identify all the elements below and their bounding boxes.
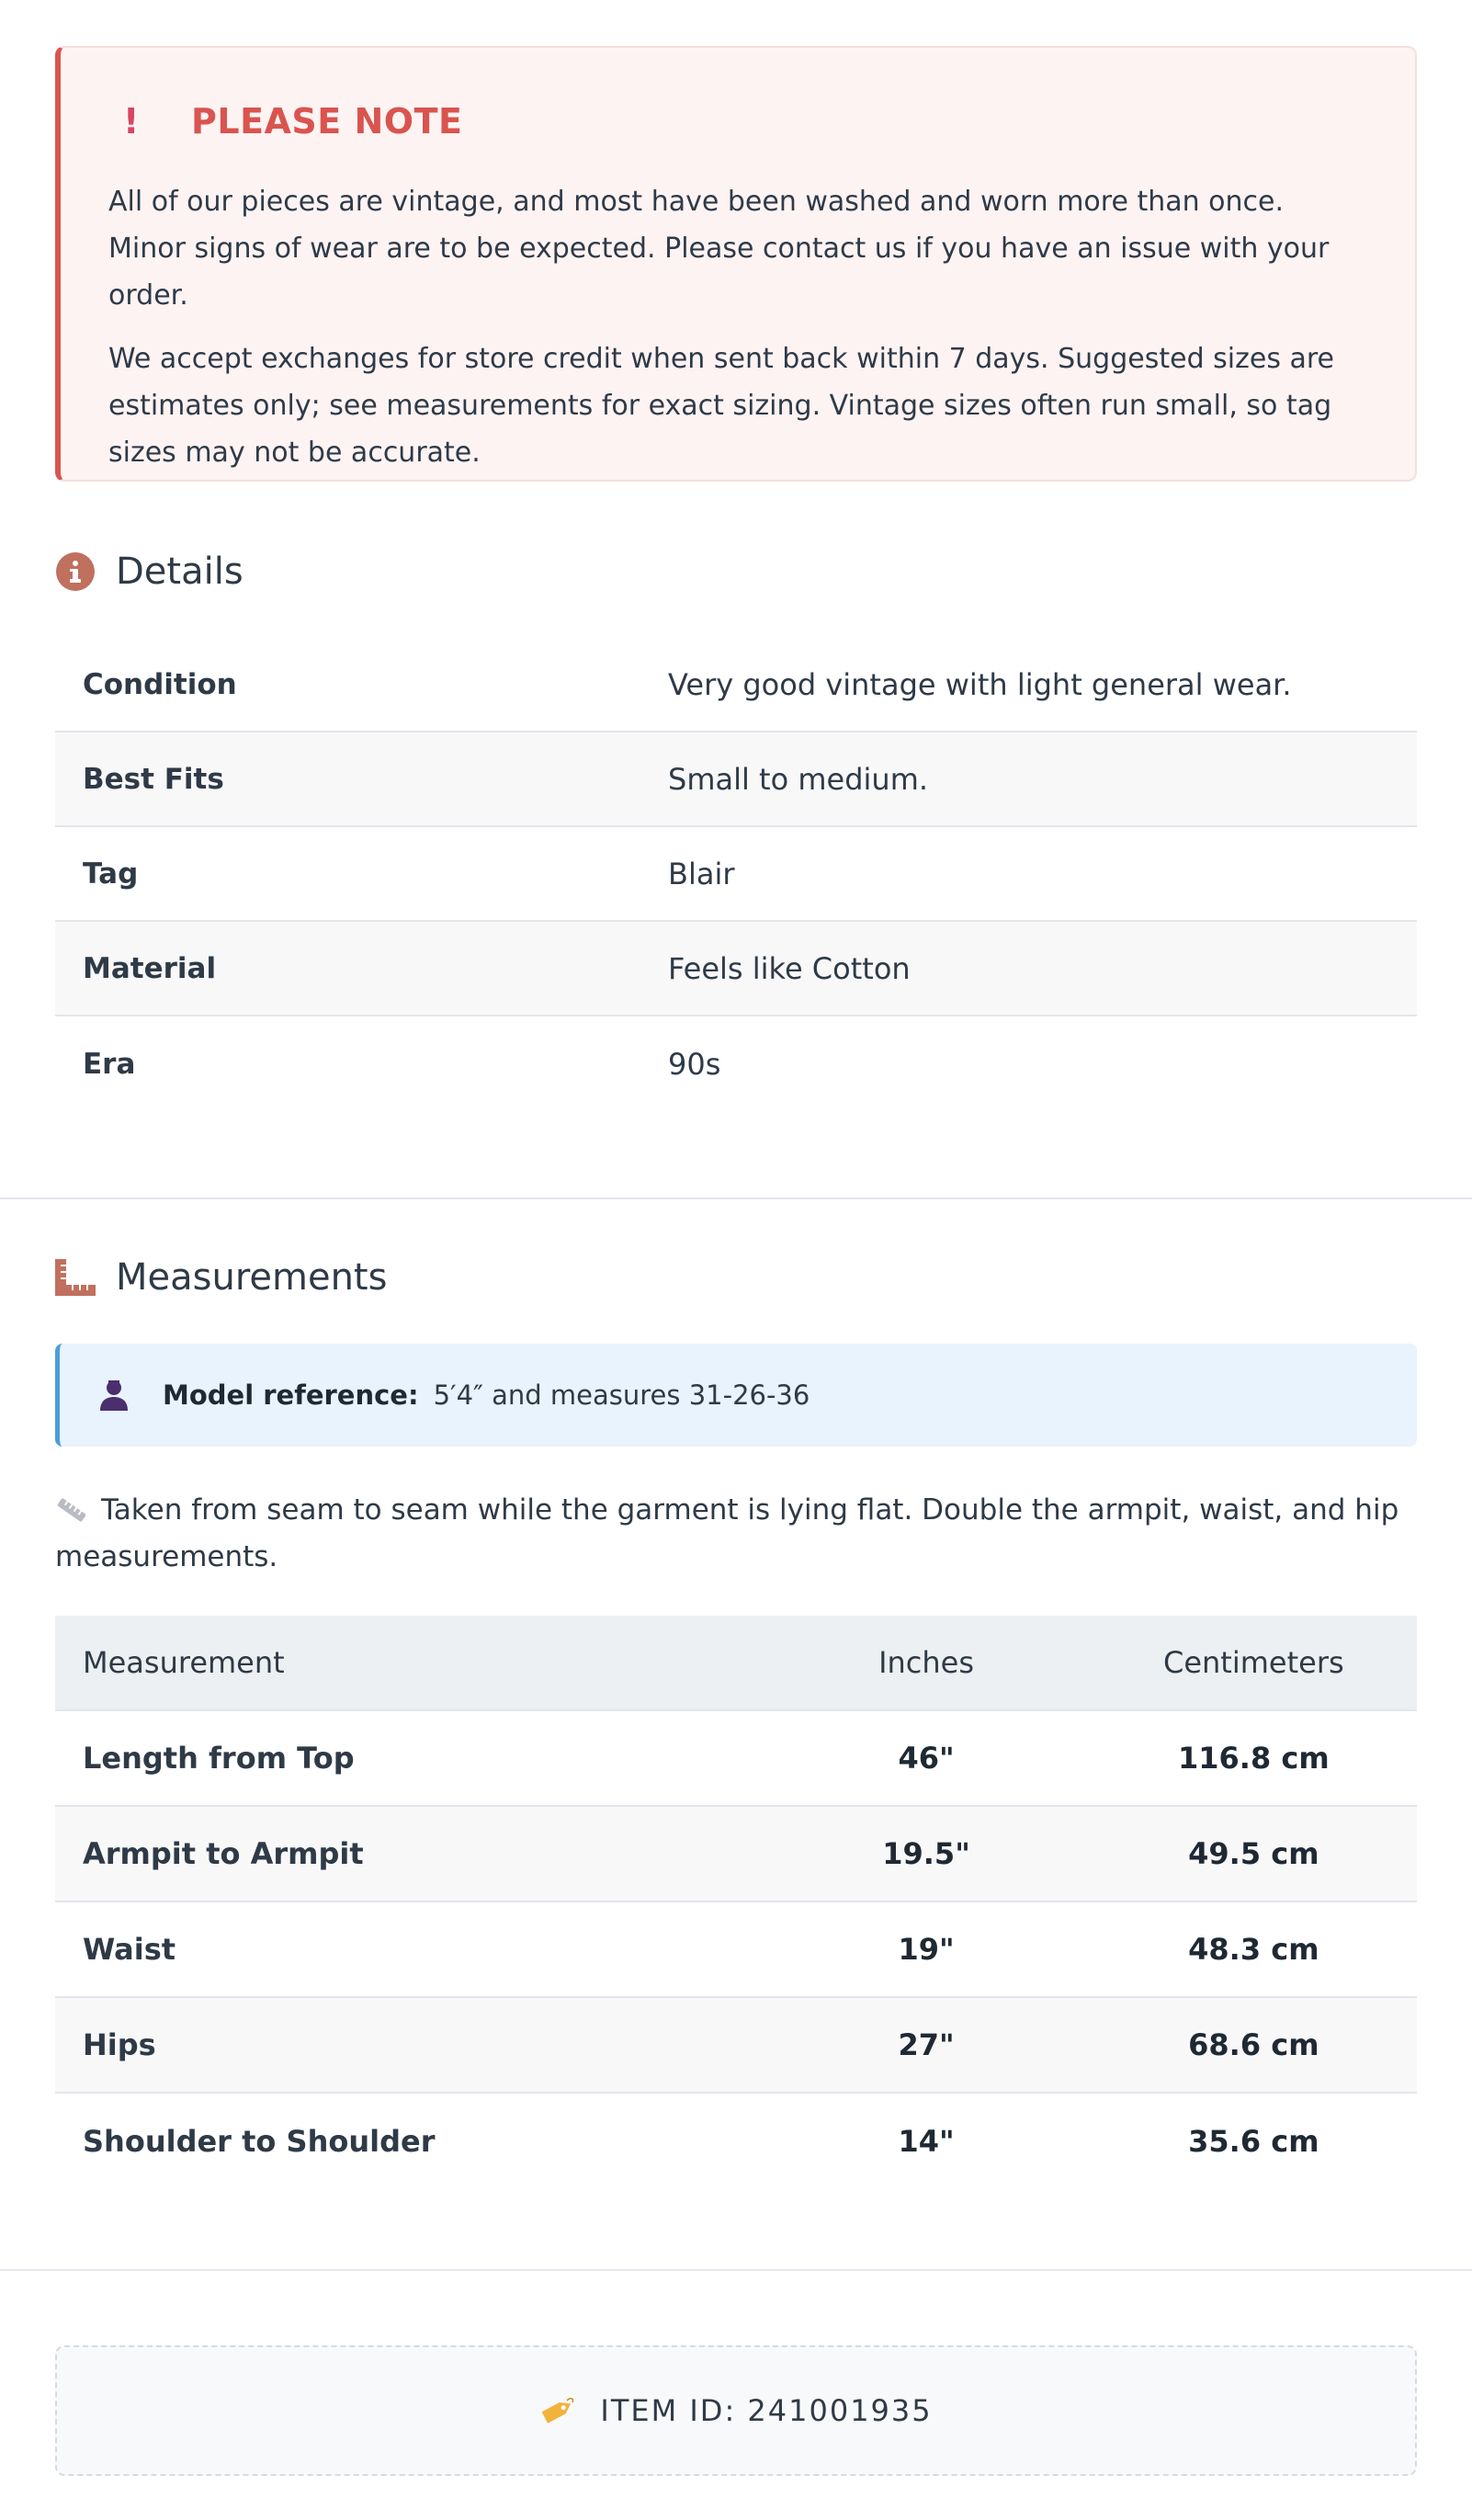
table-row [55,827,1417,922]
notice-header [108,101,1367,142]
details-header [55,544,1417,599]
notice-box [55,46,1417,482]
measurement-name: Length from Top [83,1741,355,1776]
table-row [55,1016,1417,1111]
measurement-cm: 116.8 cm [1177,1741,1330,1776]
notice-paragraph: All of our pieces are vintage, and most have been washed and worn more than once. Minor signs of wear are to be expected. Please contact us if you have an issue with your order. [108,186,1330,312]
ruler-icon [55,1257,96,1298]
measurement-note-text: Taken from seam to seam while the garment is lying flat. Double the armpit, waist, and hip measurements. [55,1493,1399,1573]
section-divider [0,1198,1472,1199]
table-row [55,2094,1417,2189]
measurement-cm: 35.6 cm [1188,2124,1319,2159]
measurements-header [55,1250,1417,1305]
detail-value: 90s [668,1046,721,1082]
measurement-name: Waist [83,1932,176,1967]
model-reference-label: Model reference: [163,1379,419,1411]
table-row [55,638,1417,732]
column-header: Measurement [83,1645,285,1680]
model-reference-value: 5′4″ and measures 31-26-36 [433,1379,810,1411]
measurement-note [55,1487,1417,1581]
measurement-cm: 68.6 cm [1188,2027,1319,2062]
column-header: Centimeters [1162,1645,1344,1680]
tag-icon [539,2395,576,2426]
measurement-cm: 49.5 cm [1188,1836,1319,1871]
detail-label: Best Fits [83,762,224,796]
table-row [55,1902,1417,1998]
table-row [55,732,1417,827]
details-title: Details [116,551,243,593]
item-id-box [55,2345,1417,2476]
table-row [55,1998,1417,2094]
detail-label: Tag [83,857,139,891]
section-divider [0,2269,1472,2271]
measurements-title: Measurements [116,1256,388,1299]
measurement-name: Hips [83,2027,156,2062]
item-id-text: ITEM ID: 241001935 [600,2393,933,2428]
measurement-inches: 19.5" [882,1836,970,1871]
table-row [55,922,1417,1016]
detail-value: Blair [668,856,735,891]
detail-label: Era [83,1047,136,1081]
person-icon [96,1378,131,1413]
info-icon [55,551,96,592]
details-table [55,638,1417,1111]
table-row [55,1807,1417,1902]
column-header: Inches [878,1645,975,1680]
measurement-name: Shoulder to Shoulder [83,2124,436,2159]
exclamation-icon: ! [123,101,140,142]
measurement-inches: 27" [898,2027,955,2062]
detail-label: Condition [83,667,237,701]
measurement-inches: 14" [898,2124,955,2159]
notice-paragraph: We accept exchanges for store credit when sent back within 7 days. Suggested sizes are estimates only; see measurements for exact sizing. Vintage sizes often run small, so tag sizes may not be accurate. [108,343,1335,469]
measurement-inches: 19" [898,1932,955,1967]
notice-title: PLEASE NOTE [191,101,463,142]
measurements-table [55,1616,1417,2189]
detail-value: Feels like Cotton [668,950,911,986]
table-header-row [55,1616,1417,1711]
measurement-cm: 48.3 cm [1188,1932,1319,1967]
measurement-name: Armpit to Armpit [83,1836,364,1871]
table-row [55,1711,1417,1807]
model-reference [55,1344,1417,1447]
detail-label: Material [83,951,217,985]
detail-value: Small to medium. [668,761,929,797]
ruler-icon [55,1491,88,1516]
measurement-inches: 46" [898,1741,955,1776]
detail-value: Very good vintage with light general wear. [668,666,1292,702]
